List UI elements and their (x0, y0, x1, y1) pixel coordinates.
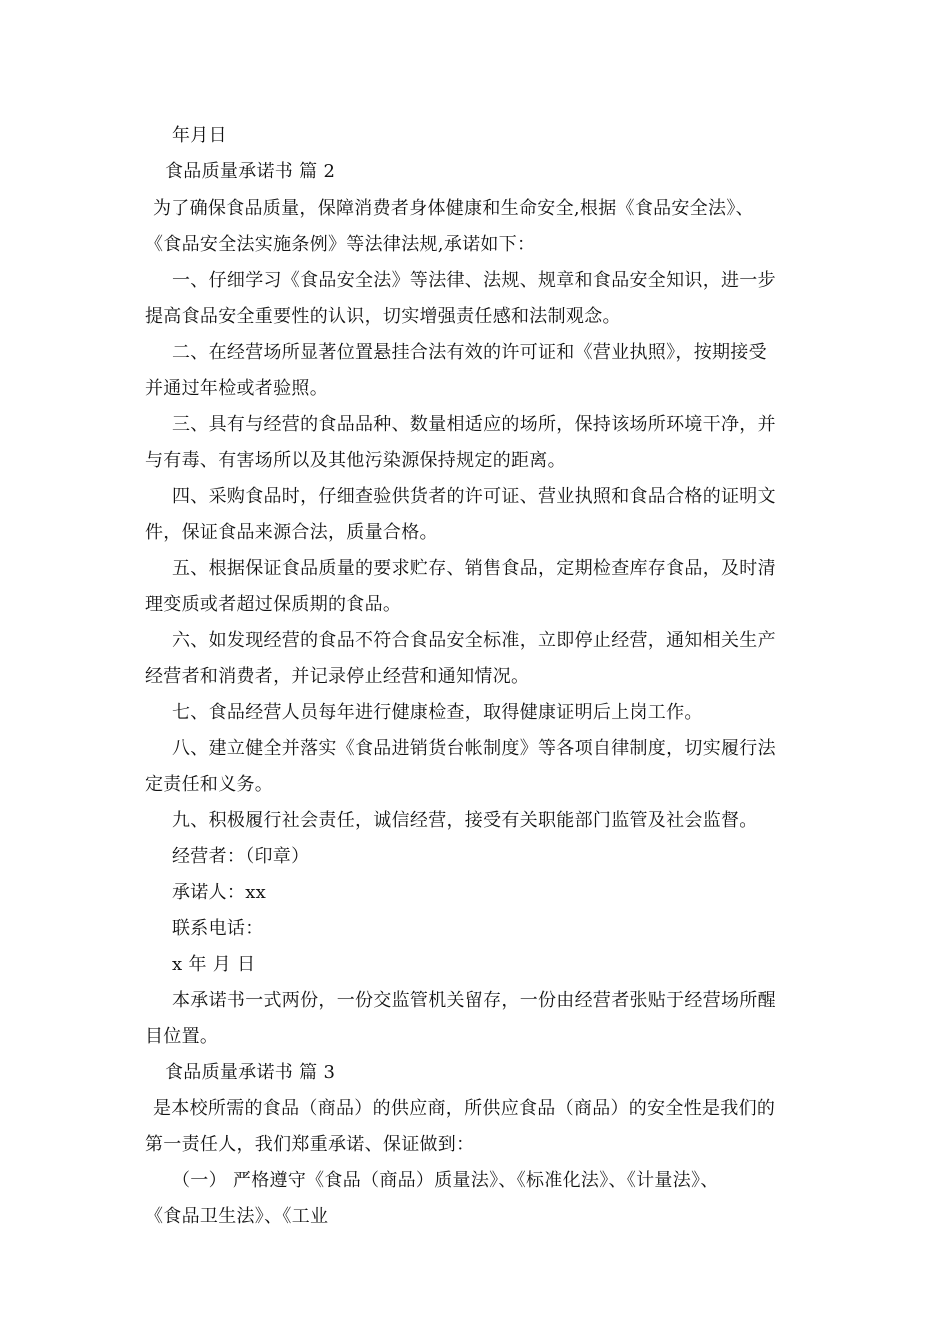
paragraph-line: 八、建立健全并落实《食品进销货台帐制度》等各项自律制度，切实履行法 (172, 738, 776, 759)
paragraph-line: 《食品卫生法》、《工业 (145, 1206, 329, 1227)
section-heading-3: 食品质量承诺书 篇 3 (165, 1062, 336, 1083)
paragraph-line: 是本校所需的食品（商品）的供应商，所供应食品（商品）的安全性是我们的 (153, 1098, 776, 1119)
paragraph-line: 经营者和消费者，并记录停止经营和通知情况。 (145, 666, 530, 687)
paragraph-line: 四、采购食品时，仔细查验供货者的许可证、营业执照和食品合格的证明文 (172, 486, 776, 507)
section-heading-2: 食品质量承诺书 篇 2 (165, 161, 336, 182)
paragraph-line: 一、仔细学习《食品安全法》等法律、法规、规章和食品安全知识，进一步 (172, 270, 776, 291)
paragraph-line: 提高食品安全重要性的认识，切实增强责任感和法制观念。 (145, 306, 621, 327)
operator-line: 经营者：（印章） (172, 846, 310, 867)
paragraph-line: 件，保证食品来源合法，质量合格。 (145, 522, 438, 543)
paragraph-line: 与有毒、有害场所以及其他污染源保持规定的距离。 (145, 450, 566, 471)
paragraph-line: 目位置。 (145, 1026, 219, 1047)
paragraph-line: 定责任和义务。 (145, 774, 274, 795)
promisor-line: 承诺人：xx (172, 882, 267, 903)
paragraph-line: 二、在经营场所显著位置悬挂合法有效的许可证和《营业执照》，按期接受 (172, 342, 767, 363)
signature-date-line: x 年 月 日 (172, 954, 256, 975)
paragraph-line: 并通过年检或者验照。 (145, 378, 328, 399)
paragraph-line: 理变质或者超过保质期的食品。 (145, 594, 402, 615)
paragraph-line: 第一责任人，我们郑重承诺、保证做到： (145, 1134, 475, 1155)
paragraph-line: 五、根据保证食品质量的要求贮存、销售食品，定期检查库存食品，及时清 (172, 558, 776, 579)
paragraph-line: 为了确保食品质量，保障消费者身体健康和生命安全,根据《食品安全法》、 (153, 198, 754, 219)
paragraph-line: 本承诺书一式两份，一份交监管机关留存，一份由经营者张贴于经营场所醒 (172, 990, 776, 1011)
paragraph-line: 七、食品经营人员每年进行健康检查，取得健康证明后上岗工作。 (172, 702, 703, 723)
paragraph-line: 《食品安全法实施条例》等法律法规,承诺如下： (145, 234, 536, 255)
phone-line: 联系电话： (172, 918, 264, 939)
paragraph-line: 九、积极履行社会责任，诚信经营，接受有关职能部门监管及社会监督。 (172, 810, 758, 831)
date-line: 年月日 (172, 125, 227, 146)
paragraph-line: 三、具有与经营的食品品种、数量相适应的场所，保持该场所环境干净，并 (172, 414, 776, 435)
paragraph-line: 六、如发现经营的食品不符合食品安全标准，立即停止经营，通知相关生产 (172, 630, 776, 651)
paragraph-line: （一） 严格遵守《食品（商品）质量法》、《标准化法》、《计量法》、 (172, 1170, 719, 1191)
